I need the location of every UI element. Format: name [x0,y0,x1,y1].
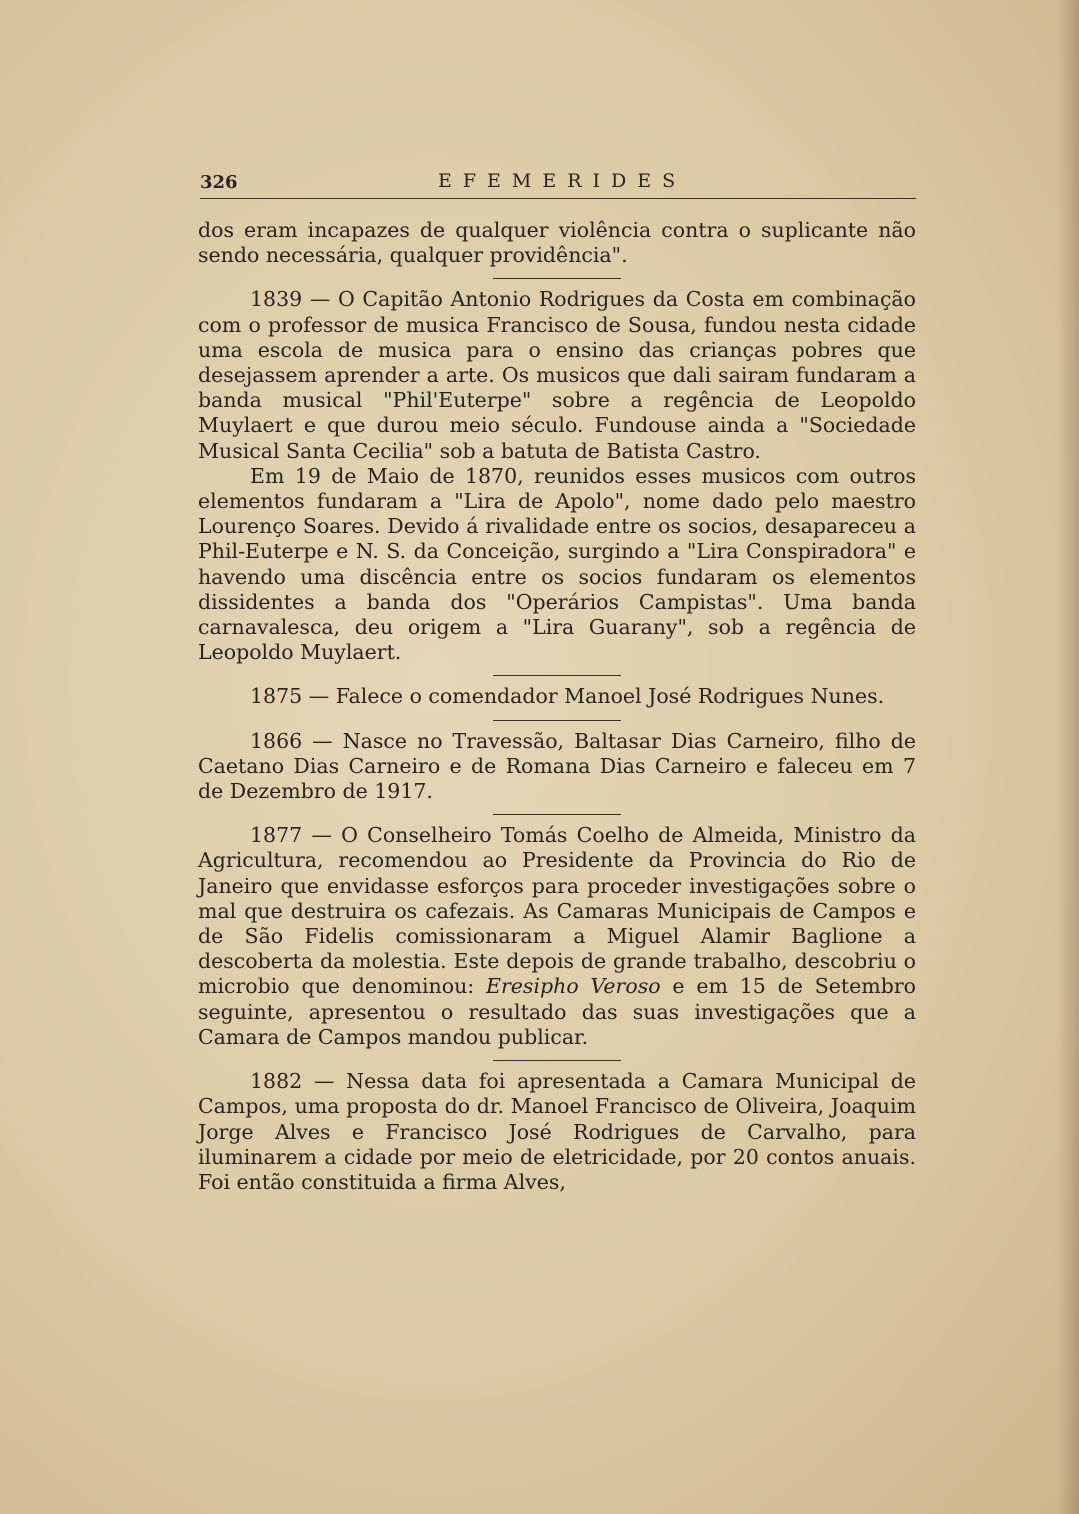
section-divider [493,675,621,676]
entry-1839: 1839 — O Capitão Antonio Rodrigues da Costa em combinação com o professor de musica Francisco de Sousa, fundou nesta cidade uma escola de musica para o ensino das crianças pobres que desejassem aprender a arte. Os musicos que dali sairam fundaram a banda musical "Phil'Euterpe" sobre a regência de Leopoldo Muylaert e que durou meio século. Fundouse ainda a "Sociedade Musical Santa Cecilia" sob a batuta de Batista Castro. [198,287,916,463]
entry-1877-text-a: 1877 — O Conselheiro Tomás Coelho de Almeida, Ministro da Agricultura, recomendou ao Presidente da Provincia do Rio de Janeiro que envidasse esforços para proceder investigações sobre o mal que destruira os cafezais. As Camaras Municipais de Campos e de São Fidelis comissionaram a Miguel Alamir Baglione a descoberta da molestia. Este depois de grande trabalho, descobriu o microbio que denominou: [198,823,916,999]
section-divider [493,720,621,721]
section-divider [493,278,621,279]
entry-1875: 1875 — Falece o comendador Manoel José Rodrigues Nunes. [250,684,885,709]
page-number: 326 [200,172,238,193]
entry-1877-text-b: e em 15 de Setembro seguinte, apresentou o resultado das suas investigações que a Camara de Campos mandou publicar. [198,974,916,1049]
section-divider [493,814,621,815]
running-title: EFEMERIDES [438,170,687,192]
body-text [198,218,916,1195]
entry-1839-continued: Em 19 de Maio de 1870, reunidos esses musicos com outros elementos fundaram a "Lira de Apolo", nome dado pelo maestro Lourenço Soares. Devido á rivalidade entre os socios, desapareceu a Phil-Euterpe e N. S. da Conceição, surgindo a "Lira Conspiradora" e havendo uma discência entre os socios fundaram os elementos dissidentes a banda dos "Operários Campistas". Uma banda carnavalesca, deu origem a "Lira Guarany", sob a regência de Leopoldo Muylaert. [198,463,916,665]
section-divider [493,1060,621,1061]
page-header [200,168,916,199]
entry-1877 [198,823,916,1050]
entry-1866: 1866 — Nasce no Travessão, Baltasar Dias Carneiro, filho de Caetano Dias Carneiro e de Romana Dias Carneiro e faleceu em 7 de Dezembro de 1917. [198,728,916,804]
entry-1882: 1882 — Nessa data foi apresentada a Camara Municipal de Campos, uma proposta do dr. Manoel Francisco de Oliveira, Joaquim Jorge Alves e Francisco José Rodrigues de Carvalho, para iluminarem a cidade por meio de eletricidade, por 20 contos anuais. Foi então constituida a firma Alves, [198,1069,916,1194]
microbe-name: Eresipho Veroso [486,974,661,999]
continuation-paragraph: dos eram incapazes de qualquer violência contra o suplicante não sendo necessária, qualquer providência". [198,218,916,268]
